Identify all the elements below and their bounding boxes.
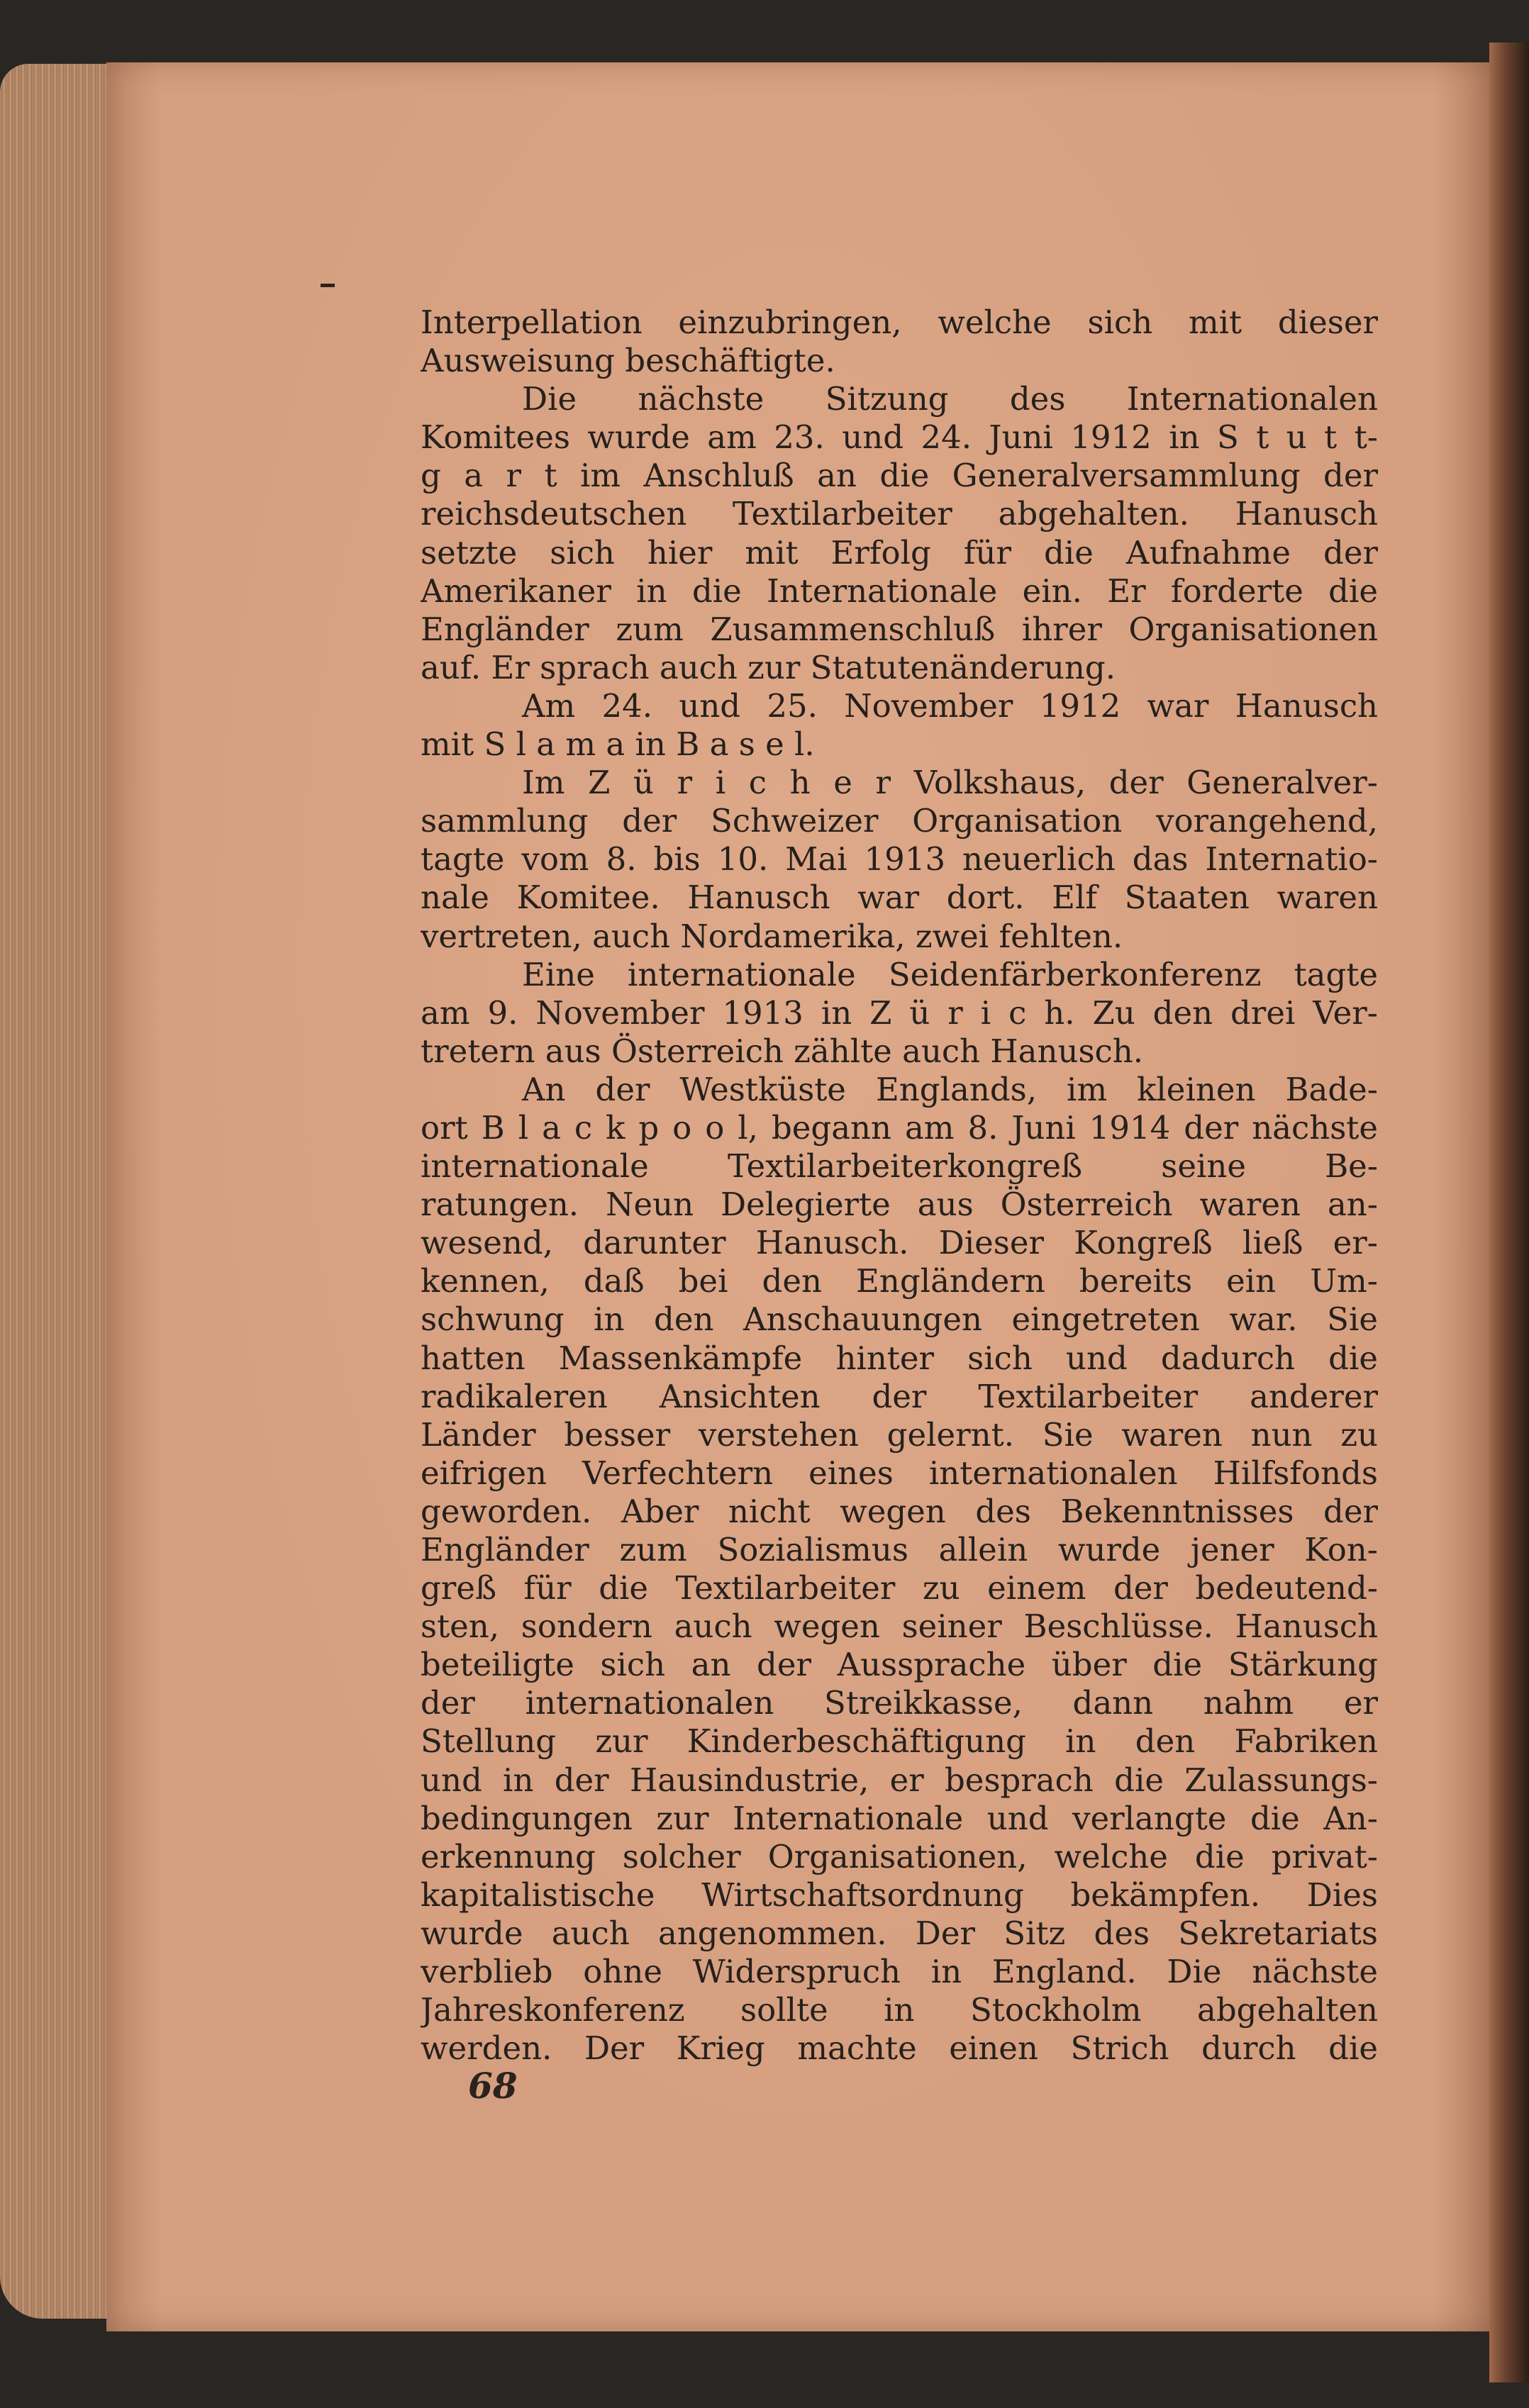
- text-line: Eine internationale Seidenfärberkonferenz tagte: [522, 955, 1378, 993]
- text-line: Am 24. und 25. November 1912 war Hanusch: [522, 686, 1378, 725]
- text-line: Komitees wurde am 23. und 24. Juni 1912 in S t u t t-: [421, 418, 1378, 457]
- text-line: Engländer zum Sozialismus allein wurde jener Kon-: [421, 1531, 1378, 1568]
- text-line: reichsdeutschen Textilarbeiter abgehalten. Hanusch: [421, 495, 1378, 533]
- text-line: beteiligte sich an der Aussprache über die Stärkung: [421, 1646, 1378, 1684]
- page-edges: [0, 64, 121, 2319]
- text-line: Jahreskonferenz sollte in Stockholm abgehalten: [421, 1991, 1378, 2029]
- text-line: Länder besser verstehen gelernt. Sie waren nun zu: [421, 1415, 1378, 1454]
- text-line: setzte sich hier mit Erfolg für die Aufnahme der: [421, 533, 1378, 572]
- text-line: Ausweisung beschäftigte.: [421, 342, 835, 380]
- text-line: und in der Hausindustrie, er besprach die Zulassungs-: [421, 1761, 1378, 1799]
- text-line: g a r t im Anschluß an die Generalversammlung der: [421, 457, 1378, 495]
- text-line: sten, sondern auch wegen seiner Beschlüsse. Hanusch: [421, 1607, 1378, 1646]
- page-body-text: [421, 303, 1378, 2068]
- text-line: Interpellation einzubringen, welche sich mit dieser: [421, 303, 1378, 341]
- text-line: radikaleren Ansichten der Textilarbeiter anderer: [421, 1377, 1378, 1415]
- text-line: greß für die Textilarbeiter zu einem der bedeutend-: [421, 1569, 1378, 1607]
- text-line: verblieb ohne Widerspruch in England. Die nächste: [421, 1953, 1378, 1991]
- text-line: der internationalen Streikkasse, dann nahm er: [421, 1684, 1378, 1722]
- margin-mark: [321, 284, 335, 287]
- text-line: tagte vom 8. bis 10. Mai 1913 neuerlich das Internatio-: [421, 840, 1378, 879]
- text-line: tretern aus Österreich zählte auch Hanusch.: [421, 1032, 1144, 1070]
- page-number: 68: [468, 2065, 518, 2107]
- text-line: sammlung der Schweizer Organisation vorangehend,: [421, 802, 1378, 840]
- text-line: wurde auch angenommen. Der Sitz des Sekretariats: [421, 1914, 1378, 1952]
- book-spine-edge: [1489, 43, 1529, 2382]
- text-line: mit S l a m a in B a s e l.: [421, 725, 815, 764]
- text-line: bedingungen zur Internationale und verlangte die An-: [421, 1799, 1378, 1837]
- text-line: Engländer zum Zusammenschluß ihrer Organisationen: [421, 610, 1378, 648]
- text-line: wesend, darunter Hanusch. Dieser Kongreß ließ er-: [421, 1224, 1378, 1262]
- text-line: ratungen. Neun Delegierte aus Österreich waren an-: [421, 1186, 1378, 1224]
- text-line: am 9. November 1913 in Z ü r i c h. Zu den drei Ver-: [421, 993, 1378, 1032]
- text-line: schwung in den Anschauungen eingetreten war. Sie: [421, 1300, 1378, 1339]
- text-line: ort B l a c k p o o l, begann am 8. Juni 1914 der nächste: [421, 1108, 1378, 1147]
- text-line: vertreten, auch Nordamerika, zwei fehlten.: [421, 917, 1123, 955]
- text-line: Amerikaner in die Internationale ein. Er forderte die: [421, 572, 1378, 610]
- text-line: internationale Textilarbeiterkongreß seine Be-: [421, 1147, 1378, 1186]
- text-line: werden. Der Krieg machte einen Strich durch die: [421, 2029, 1378, 2068]
- text-line: nale Komitee. Hanusch war dort. Elf Staaten waren: [421, 879, 1378, 917]
- text-line: eifrigen Verfechtern eines internationalen Hilfsfonds: [421, 1454, 1378, 1492]
- text-line: erkennung solcher Organisationen, welche die privat-: [421, 1837, 1378, 1875]
- text-line: hatten Massenkämpfe hinter sich und dadurch die: [421, 1339, 1378, 1377]
- text-line: An der Westküste Englands, im kleinen Bade-: [522, 1070, 1378, 1108]
- text-line: geworden. Aber nicht wegen des Bekenntnisses der: [421, 1492, 1378, 1530]
- text-line: Die nächste Sitzung des Internationalen: [522, 380, 1378, 418]
- text-line: Stellung zur Kinderbeschäftigung in den Fabriken: [421, 1722, 1378, 1761]
- text-line: Im Z ü r i c h e r Volkshaus, der Generalver-: [522, 764, 1378, 802]
- text-line: kennen, daß bei den Engländern bereits ein Um-: [421, 1262, 1378, 1300]
- text-line: kapitalistische Wirtschaftsordnung bekämpfen. Dies: [421, 1875, 1378, 1914]
- text-line: auf. Er sprach auch zur Statutenänderung.: [421, 648, 1116, 686]
